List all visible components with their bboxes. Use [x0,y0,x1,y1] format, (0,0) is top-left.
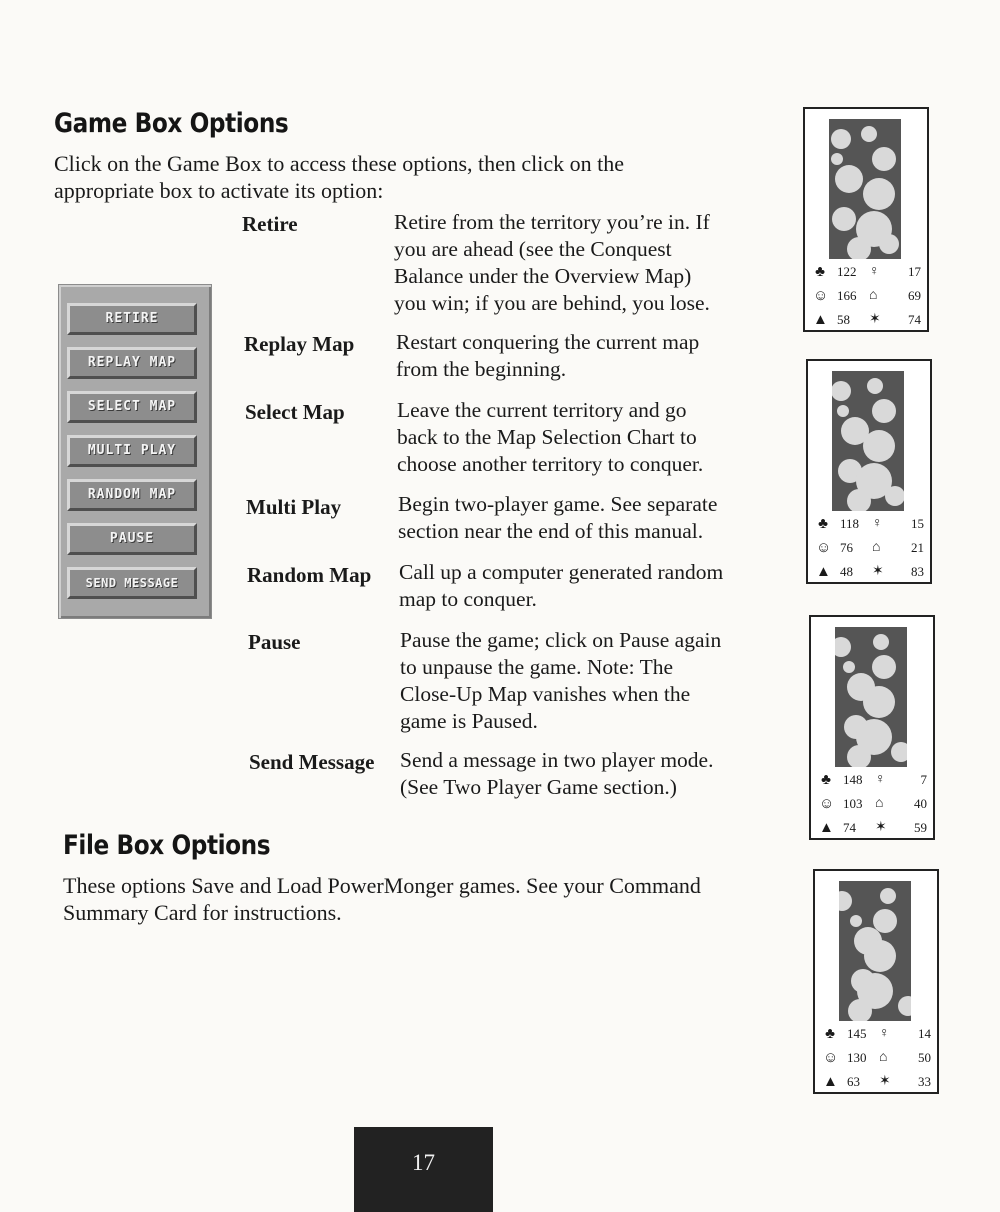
desc-line: choose another territory to conquer. [397,452,704,476]
overview-map-image [839,881,911,1021]
game-box-intro [54,150,624,204]
terrain-patch [867,378,883,394]
house-icon: ⌂ [872,540,881,555]
stat-value: 58 [837,312,850,327]
intro-line: Click on the Game Box to access these options, then click on the [54,151,625,176]
stat-value: 50 [918,1050,931,1065]
option-label-pause: Pause [248,630,301,654]
option-label-select-map: Select Map [245,400,345,424]
option-desc-multi-play [398,491,778,545]
option-label-replay-map: Replay Map [244,332,355,356]
person-icon: ☺ [819,796,835,812]
desc-line: Close-Up Map vanishes when the [400,682,691,706]
terrain-patch [872,399,896,423]
terrain-patch [832,381,851,401]
terrain-patch [835,165,863,193]
terrain-patch [850,915,862,927]
stat-value: 130 [847,1050,867,1065]
stat-value: 40 [914,796,927,811]
tree-icon: ♣ [815,264,825,280]
terrain-patch [863,178,895,210]
stat-value: 103 [843,796,863,811]
sheep-icon: ♀ [869,264,880,279]
sheep-icon: ♀ [879,1026,890,1041]
sheep-icon: ♀ [872,516,883,531]
boat-icon: ▲ [813,312,828,328]
stat-value: 69 [908,288,921,303]
option-label-multi-play: Multi Play [246,495,342,519]
overview-map-panel [806,359,932,584]
file-box-heading: File Box Options [63,830,271,861]
person-icon: ☺ [813,288,829,304]
terrain-patch [861,126,877,142]
terrain-patch [863,430,895,462]
stat-row [819,769,929,791]
stat-row [816,513,926,535]
overview-map-image [829,119,901,259]
option-desc-replay-map [396,329,776,383]
desc-line: section near the end of this manual. [398,519,704,543]
overview-map-panel [813,869,939,1094]
house-icon: ⌂ [879,1050,888,1065]
terrain-patch [843,661,855,673]
bird-icon: ✶ [869,312,881,327]
stat-value: 76 [840,540,853,555]
option-label-retire: Retire [242,212,298,236]
stat-value: 122 [837,264,857,279]
boat-icon: ▲ [816,564,831,580]
stat-row [823,1023,933,1045]
terrain-patch [864,940,896,972]
desc-line: back to the Map Selection Chart to [397,425,697,449]
desc-line: Balance under the Overview Map) [394,264,692,288]
stat-row [819,793,929,815]
stat-value: 74 [843,820,856,835]
stat-row [813,309,923,331]
desc-line: map to conquer. [399,587,537,611]
stat-value: 148 [843,772,863,787]
stat-value: 7 [920,772,927,787]
game-box-panel [58,284,212,619]
desc-line: Leave the current territory and go [397,398,687,422]
desc-line: Retire from the territory you’re in. If [394,210,710,234]
stat-value: 83 [911,564,924,579]
bird-icon: ✶ [872,564,884,579]
select-map-button[interactable]: SELECT MAP [67,391,197,423]
stat-row [823,1071,933,1093]
stat-value: 118 [840,516,860,531]
desc-line: (See Two Player Game section.) [400,775,677,799]
stat-row [813,285,923,307]
terrain-patch [873,909,897,933]
house-icon: ⌂ [869,288,878,303]
terrain-patch [873,634,889,650]
desc-line: Begin two-player game. See separate [398,492,718,516]
stat-value: 145 [847,1026,867,1041]
stat-value: 21 [911,540,924,555]
file-box-text [63,872,701,926]
terrain-patch [872,147,896,171]
person-icon: ☺ [816,540,832,556]
terrain-patch [872,655,896,679]
desc-line: Call up a computer generated random [399,560,724,584]
stat-value: 14 [918,1026,931,1041]
terrain-patch [891,742,907,762]
stat-value: 63 [847,1074,860,1089]
pause-button[interactable]: PAUSE [67,523,197,555]
random-map-button[interactable]: RANDOM MAP [67,479,197,511]
file-box-line: Summary Card for instructions. [63,900,342,925]
boat-icon: ▲ [819,820,834,836]
desc-line: from the beginning. [396,357,567,381]
terrain-patch [837,405,849,417]
overview-map-image [832,371,904,511]
stat-value: 166 [837,288,857,303]
terrain-patch [898,996,911,1016]
boat-icon: ▲ [823,1074,838,1090]
stat-row [813,261,923,283]
terrain-patch [831,129,851,149]
stat-row [819,817,929,839]
option-label-send-message: Send Message [249,750,375,774]
terrain-patch [880,888,896,904]
stat-row [816,561,926,583]
terrain-patch [863,686,895,718]
replay-map-button[interactable]: REPLAY MAP [67,347,197,379]
send-message-button[interactable]: SEND MESSAGE [67,567,197,599]
tree-icon: ♣ [825,1026,835,1042]
option-desc-send-message [400,747,780,801]
terrain-patch [831,153,843,165]
terrain-patch [832,207,856,231]
stat-value: 15 [911,516,924,531]
option-label-random-map: Random Map [247,563,372,587]
desc-line: to unpause the game. Note: The [400,655,674,679]
terrain-patch [839,891,852,911]
page-number: 17 [412,1150,435,1175]
desc-line: you win; if you are behind, you lose. [394,291,710,315]
multi-play-button[interactable]: MULTI PLAY [67,435,197,467]
retire-button[interactable]: RETIRE [67,303,197,335]
bird-icon: ✶ [875,820,887,835]
stat-row [823,1047,933,1069]
desc-line: Pause the game; click on Pause again [400,628,722,652]
intro-line: appropriate box to activate its option: [54,178,384,203]
sheep-icon: ♀ [875,772,886,787]
stat-value: 48 [840,564,853,579]
terrain-patch [835,637,851,657]
stat-value: 33 [918,1074,931,1089]
tree-icon: ♣ [818,516,828,532]
option-desc-retire [394,209,774,317]
overview-map-panel [803,107,929,332]
overview-map-panel [809,615,935,840]
desc-line: game is Paused. [400,709,538,733]
bird-icon: ✶ [879,1074,891,1089]
stat-value: 59 [914,820,927,835]
stat-value: 17 [908,264,921,279]
stat-value: 74 [908,312,921,327]
option-desc-select-map [397,397,777,478]
terrain-patch [879,234,899,254]
stat-row [816,537,926,559]
desc-line: Restart conquering the current map [396,330,700,354]
house-icon: ⌂ [875,796,884,811]
desc-line: you are ahead (see the Conquest [394,237,672,261]
overview-map-image [835,627,907,767]
tree-icon: ♣ [821,772,831,788]
person-icon: ☺ [823,1050,839,1066]
option-desc-random-map [399,559,779,613]
desc-line: Send a message in two player mode. [400,748,714,772]
game-box-heading: Game Box Options [54,108,289,139]
option-desc-pause [400,627,780,735]
file-box-line: These options Save and Load PowerMonger games. See your Command [63,873,701,898]
